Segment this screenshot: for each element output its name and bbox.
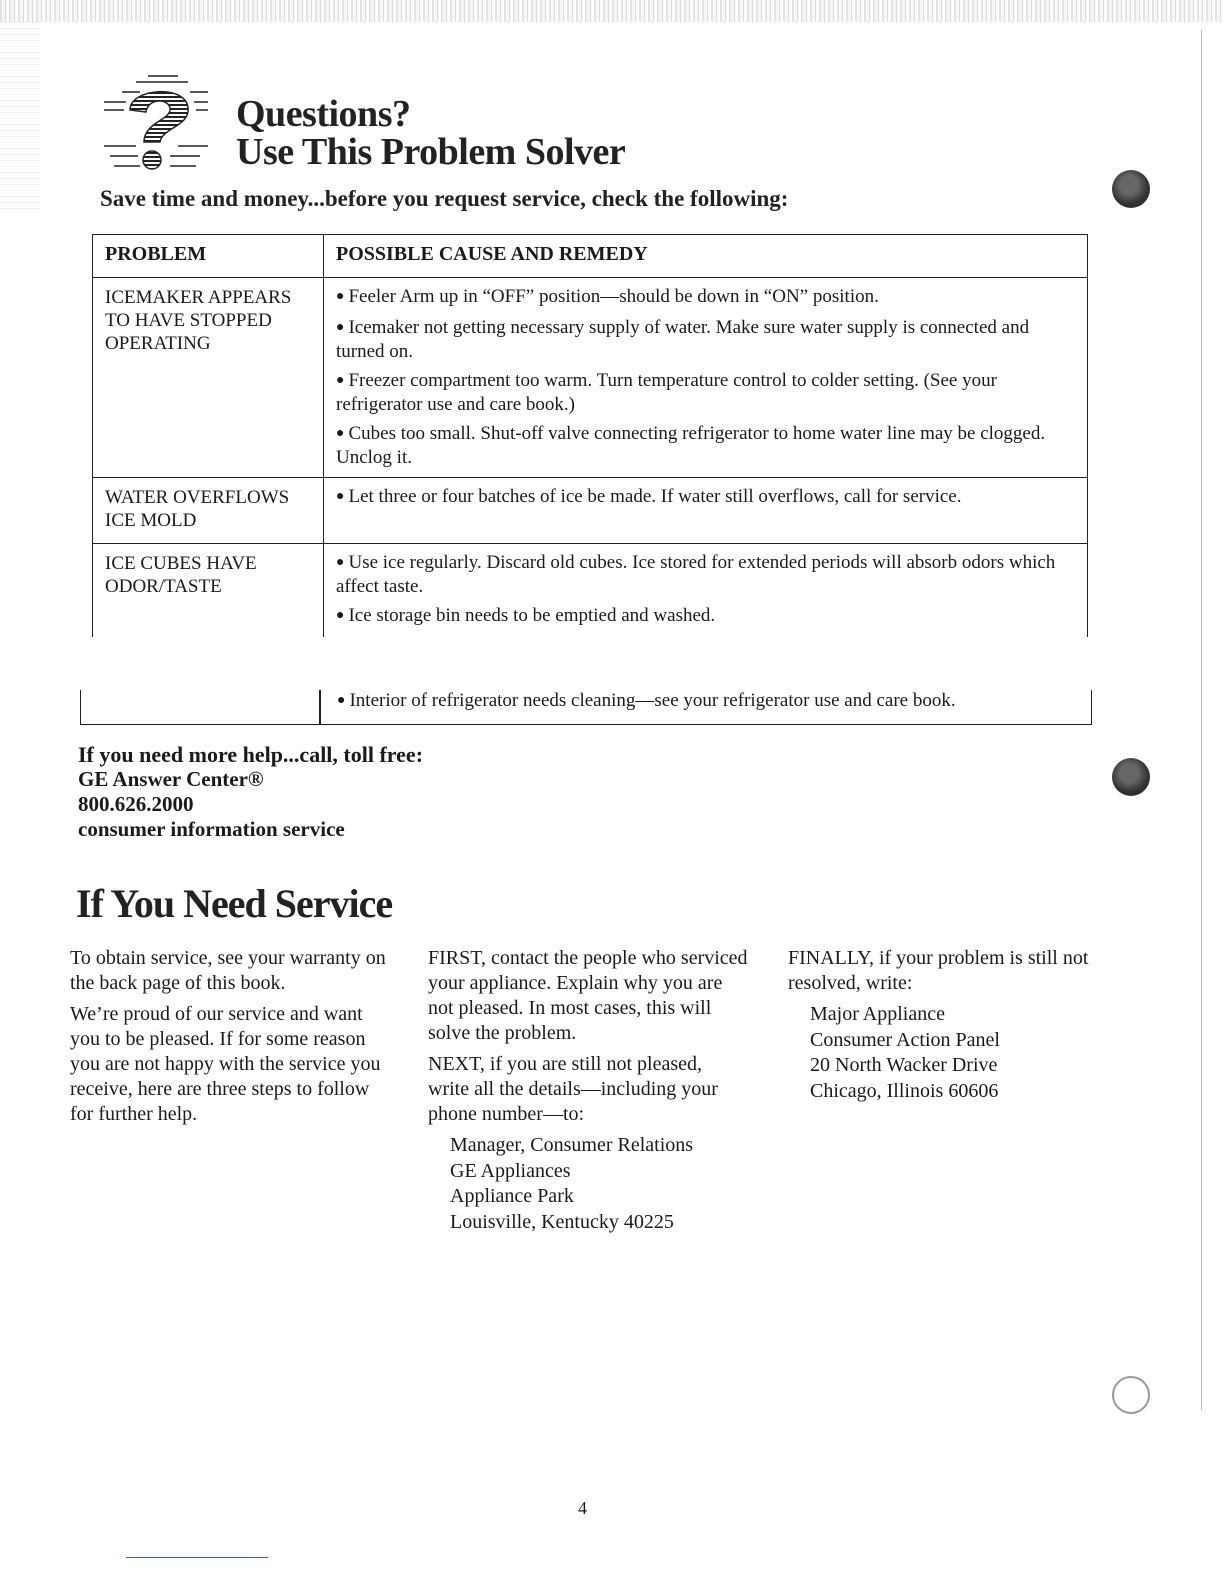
remedy-text: Feeler Arm up in “OFF” position—should be down in “ON” position. [348,286,879,307]
answer-center-name: GE Answer Center® [78,767,264,791]
paragraph: FINALLY, if your problem is still not resolved, write: [788,947,1089,994]
page-title-line1: Questions? [236,93,411,135]
service-column-2 [428,946,748,1235]
address-line: Chicago, Illinois 60606 [810,1079,999,1102]
binder-hole-middle [1112,758,1150,796]
paragraph: We’re proud of our service and want you to be pleased. If for some reason you are not happy with the service you receive, here are three steps to follow for further help. [70,1003,381,1125]
bullet-icon: ● [336,608,345,623]
page-number: 4 [578,1498,587,1518]
address-line: Manager, Consumer Relations [450,1134,694,1156]
section-title-service: If You Need Service [76,881,393,926]
remedy-item [336,605,1077,629]
help-contact-block [78,742,423,842]
problem-cell: WATER OVERFLOWS ICE MOLD [93,478,324,544]
address-line: GE Appliances [450,1159,571,1182]
remedy-item [336,486,1077,510]
bullet-icon: ● [336,373,345,388]
remedy-item [336,317,1077,363]
table-row [93,278,1088,478]
remedy-cell [324,478,1088,544]
problem-cell: ICEMAKER APPEARS TO HAVE STOPPED OPERATING [93,278,324,478]
paragraph: To obtain service, see your warranty on the back page of this book. [70,947,386,994]
remedy-item [337,690,956,712]
address-line: 20 North Wacker Drive [810,1054,998,1076]
table-row [93,544,1088,638]
bullet-icon: ● [337,693,346,708]
bullet-icon: ● [336,320,345,335]
bottom-rule [126,1557,268,1558]
question-mark-icon [100,72,210,176]
scan-top-border [0,0,1224,22]
remedy-cell [324,544,1088,638]
remedy-text: Let three or four batches of ice be made. If water still overflows, call for service. [348,486,962,507]
address-line: Appliance Park [450,1185,574,1207]
bullet-icon: ● [336,289,345,304]
remedy-cell [324,278,1088,478]
remedy-text: Use ice regularly. Discard old cubes. Ice stored for extended periods will absorb odors which affect taste. [336,552,1056,597]
service-column-3 [788,946,1108,1104]
table-header-row [93,235,1088,278]
address-block [788,1002,1108,1104]
scan-right-edge [1201,30,1202,1410]
remedy-text: Icemaker not getting necessary supply of water. Make sure water supply is connected and turned on. [336,317,1030,362]
scan-left-speckle [0,22,40,212]
remedy-item [336,423,1077,469]
address-line: Major Appliance [810,1003,945,1025]
problem-solver-table [92,234,1088,637]
remedy-text: Ice storage bin needs to be emptied and washed. [348,605,716,626]
paragraph: FIRST, contact the people who serviced your appliance. Explain why you are not pleased. In most cases, this will solve the problem. [428,947,748,1044]
bullet-icon: ● [336,555,345,570]
table-row [93,478,1088,544]
intro-text: Save time and money...before you request service, check the following: [100,186,789,211]
bullet-icon: ● [336,489,345,504]
binder-hole-bottom [1112,1376,1150,1414]
column-header-remedy: POSSIBLE CAUSE AND REMEDY [324,235,1088,278]
page-title-line2: Use This Problem Solver [236,131,626,173]
help-heading: If you need more help...call, toll free: [78,742,424,767]
remedy-item [336,370,1077,416]
service-description: consumer information service [78,817,345,841]
remedy-text: Interior of refrigerator needs cleaning—see your refrigerator use and care book. [349,690,956,711]
bullet-icon: ● [336,426,345,441]
address-block [428,1133,748,1235]
column-divider [319,690,321,724]
column-header-problem: PROBLEM [93,235,324,278]
remedy-text: Cubes too small. Shut-off valve connecting refrigerator to home water line may be clogged. Unclog it. [336,423,1046,468]
table-continuation-row [80,690,1092,725]
paragraph: NEXT, if you are still not pleased, write all the details—including your phone number—to: [428,1053,718,1125]
service-column-1 [70,946,390,1133]
problem-cell: ICE CUBES HAVE ODOR/TASTE [93,544,324,638]
remedy-item [336,286,1077,310]
address-line: Consumer Action Panel [810,1028,1000,1051]
remedy-text: Freezer compartment too warm. Turn temperature control to colder setting. (See your refrigerator use and care book.) [336,370,997,415]
binder-hole-top [1112,170,1150,208]
phone-number: 800.626.2000 [78,792,194,816]
remedy-item [336,552,1077,598]
address-line: Louisville, Kentucky 40225 [450,1210,674,1233]
